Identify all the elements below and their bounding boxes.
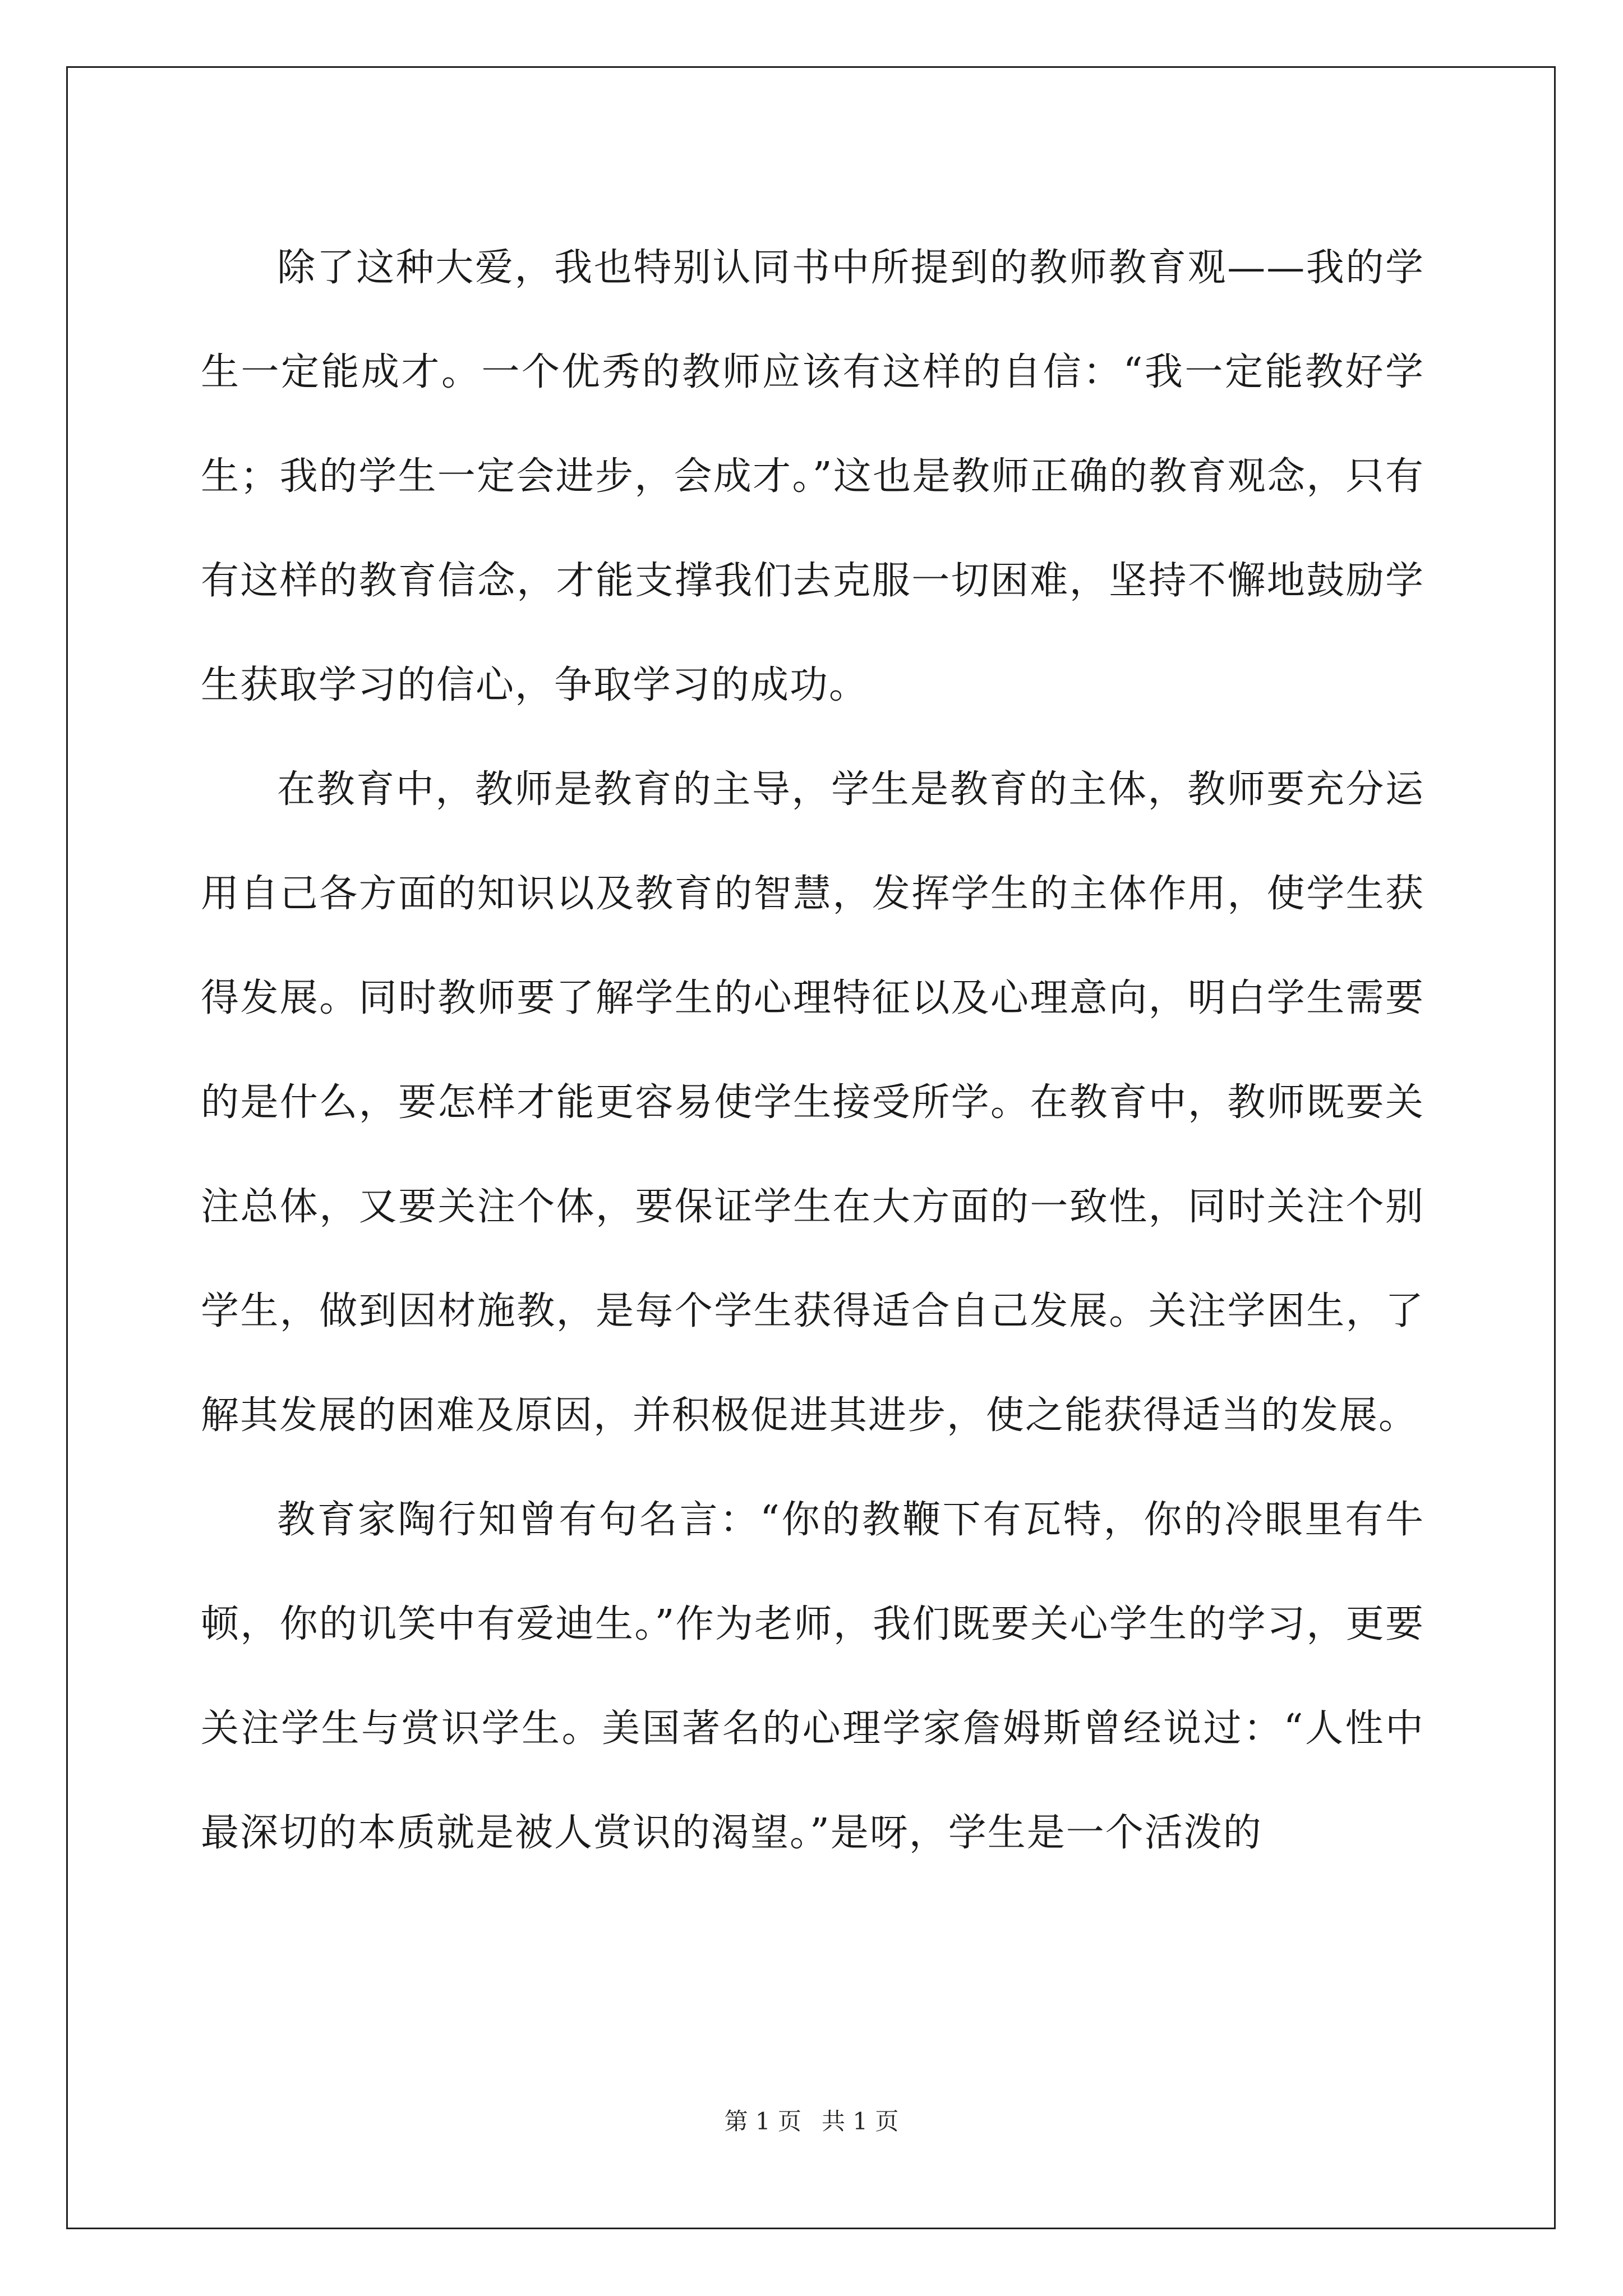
page-number: 第 1 页 — [724, 2108, 801, 2135]
paragraph-3: 教育家陶行知曾有句名言：“你的教鞭下有瓦特，你的冷眼里有牛顿，你的讥笑中有爱迪生。”作为老师，我们既要关心学生的学习，更要关注学生与赏识学生。美国著名的心理学家詹姆斯曾经说过：“人性中最深切的本质就是被人赏识的渴望。”是呀，学生是一个活泼的 — [201, 1498, 1424, 1855]
paragraph-1: 除了这种大爱，我也特别认同书中所提到的教师教育观——我的学生一定能成才。一个优秀的教师应该有这样的自信：“我一定能教好学生；我的学生一定会进步，会成才。”这也是教师正确的教育观念，只有有这样的教育信念，才能支撑我们去克服一切困难，坚持不懈地鼓励学生获取学习的信心，争取学习的成功。 — [201, 246, 1424, 707]
page-total: 共 1 页 — [822, 2108, 899, 2135]
document-body — [201, 216, 1424, 1885]
paragraph-2: 在教育中，教师是教育的主导，学生是教育的主体，教师要充分运用自己各方面的知识以及教育的智慧，发挥学生的主体作用，使学生获得发展。同时教师要了解学生的心理特征以及心理意向，明白学生需要的是什么，要怎样才能更容易使学生接受所学。在教育中，教师既要关注总体，又要关注个体，要保证学生在大方面的一致性，同时关注个别学生，做到因材施教，是每个学生获得适合自己发展。关注学困生，了解其发展的困难及原因，并积极促进其进步，使之能获得适当的发展。 — [201, 767, 1424, 1438]
page-footer — [0, 2106, 1623, 2137]
